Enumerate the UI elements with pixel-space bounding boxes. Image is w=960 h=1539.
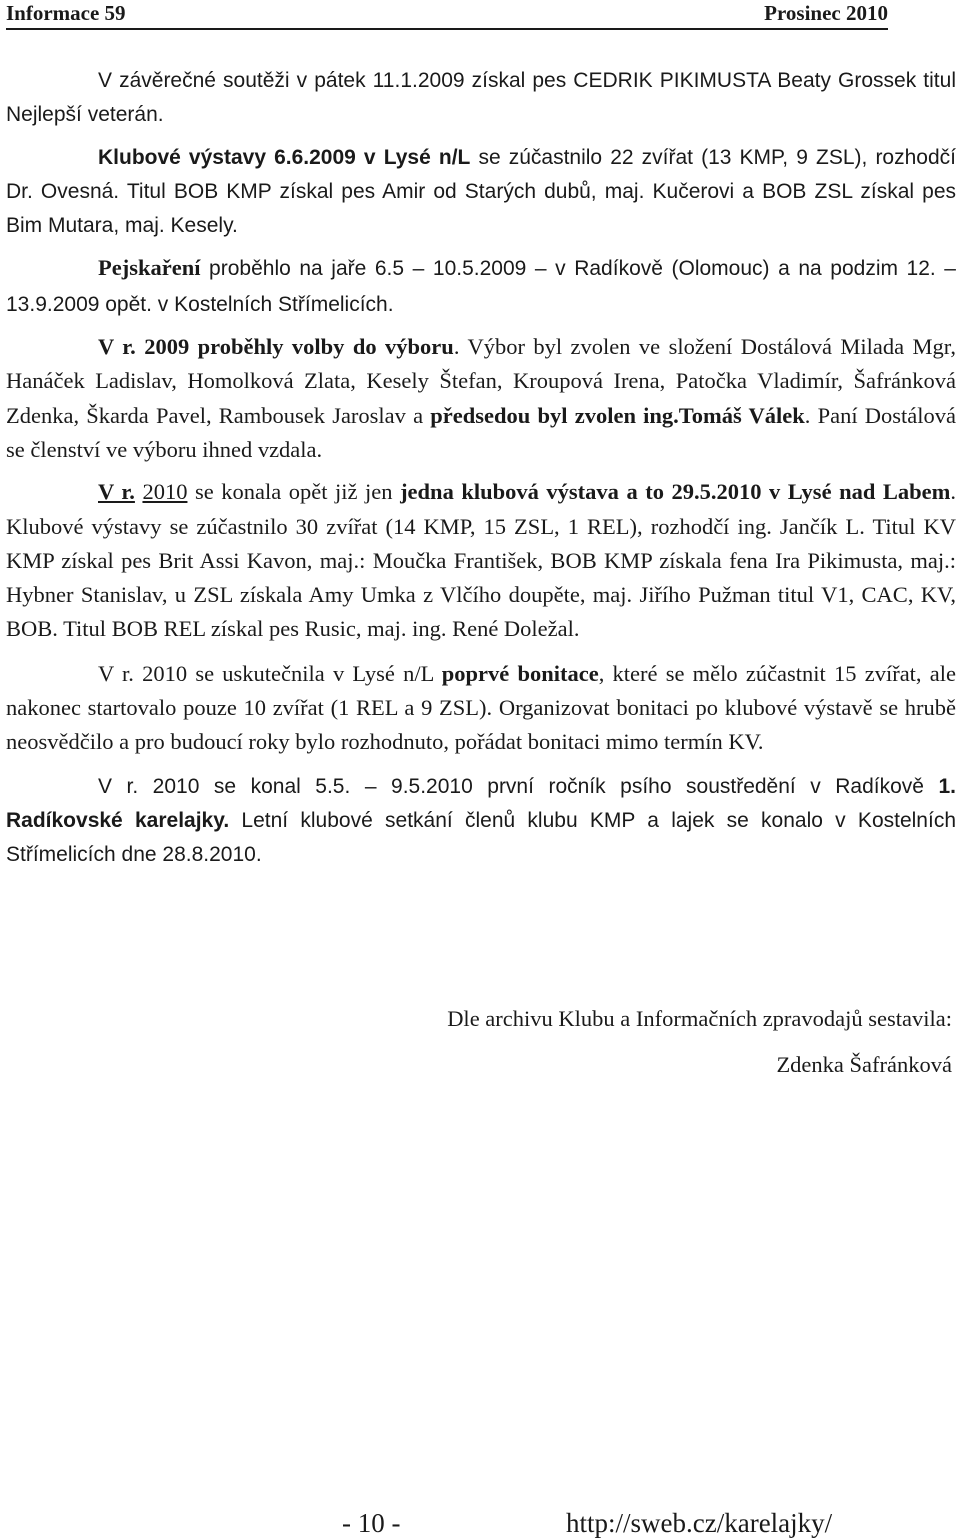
paragraph-text: . Paní Dostálová se členství ve výboru ihned vzdala.: [6, 402, 957, 462]
article-body: [6, 64, 956, 873]
paragraph-karelajky-2010: [6, 770, 956, 873]
paragraph-text: V r. 2010 se konal 5.5. – 9.5.2010 první ročník psího soustředění v Radíkově: [98, 774, 939, 798]
footer-url: http://sweb.cz/karelajky/: [566, 1508, 833, 1538]
paragraph-bold: Klubové výstavy 6.6.2009 v Lysé n/L: [98, 145, 471, 169]
paragraph-bonitace-2010: [6, 657, 956, 760]
paragraph-final-competition: [6, 64, 956, 133]
paragraph-text: se konala opět již jen: [187, 479, 401, 505]
paragraph-bold: jedna klubová výstava a to 29.5.2010 v Lysé nad Labem: [400, 479, 951, 505]
header-divider: [6, 28, 888, 30]
paragraph-bold: 1. Radíkovské karelajky.: [6, 774, 956, 832]
paragraph-elections-2009: [6, 330, 956, 467]
paragraph-bold: Pejskaření: [98, 255, 201, 281]
author-credit: [447, 1002, 952, 1082]
paragraph-text: . Výbor byl zvolen ve složení Dostálová Milada Mgr, Hanáček Ladislav, Homolková Zlata, Kesely Štefan, Kroupová Irena, Patočka Vladimír, Šafránková Zdenka, Škarda Pavel, Rambousek Jaroslav a: [6, 334, 956, 428]
paragraph-bold: předsedou byl zvolen ing.Tomáš Válek: [430, 402, 805, 428]
paragraph-text: V r. 2010 se uskutečnila v Lysé n/L: [98, 660, 442, 686]
paragraph-bold: poprvé bonitace: [441, 660, 599, 686]
credit-author-name: Zdenka Šafránková: [776, 1052, 952, 1077]
publication-date: Prosinec 2010: [764, 1, 888, 25]
paragraph-pejskareni: [6, 251, 956, 322]
paragraph-text: V závěrečné soutěži v pátek 11.1.2009 získal pes CEDRIK PIKIMUSTA Beaty Grossek titul Nejlepší veterán.: [6, 69, 956, 127]
paragraph-bold: V r. 2009 proběhly volby do výboru: [98, 334, 454, 360]
publication-issue: Informace 59: [6, 1, 126, 25]
paragraph-text: . Klubové výstavy se zúčastnilo 30 zvířat (14 KMP, 15 ZSL, 1 REL), rozhodčí ing. Jančík L. Titul KV KMP získal pes Brit Assi Kavon, maj.: Moučka František, BOB KMP získala fena Ira Pikimusta, maj.: Hybner Stanislav, u ZSL získala Amy Umka z Vlčího doupěte, maj. Jiřího Pužman titul V1, CAC, KV, BOB. Titul BOB REL získal pes Rusic, maj. ing. René Doležal.: [6, 479, 957, 642]
paragraph-text: proběhlo na jaře 6.5 – 10.5.2009 – v Radíkově (Olomouc) a na podzim 12. – 13.9.2009 opět. v Kostelních Střímelicích.: [6, 257, 956, 316]
paragraph-text: se zúčastnilo 22 zvířat (13 KMP, 9 ZSL), rozhodčí Dr. Ovesná. Titul BOB KMP získal pes Amir od Starých dubů, maj. Kučerovi a BOB ZSL získal pes Bim Mutara, maj. Kesely.: [6, 145, 956, 238]
paragraph-text: Letní klubové setkání členů klubu KMP a lajek se konalo v Kostelních Střímelicích dne 28.8.2010.: [6, 808, 956, 867]
credit-source-line: Dle archivu Klubu a Informačních zpravodajů sestavila:: [447, 1006, 952, 1031]
paragraph-bold-underlined: V r.: [98, 479, 135, 505]
paragraph-underlined: 2010: [142, 479, 188, 505]
page-footer: [0, 1508, 960, 1539]
paragraph-text: , které se mělo zúčastnit 15 zvířat, ale nakonec startovalo pouze 10 zvířat (1 REL a 9 ZSL). Organizovat bonitaci po klubové výstavě se hrubě neosvědčilo a pro budoucí roky bylo rozhodnuto, pořádat bonitaci mimo termín KV.: [6, 660, 956, 755]
paragraph-club-shows-2009: [6, 141, 956, 244]
page-number: - 10 -: [342, 1508, 401, 1538]
page-header: [6, 0, 888, 26]
paragraph-club-show-2010: [6, 475, 956, 646]
